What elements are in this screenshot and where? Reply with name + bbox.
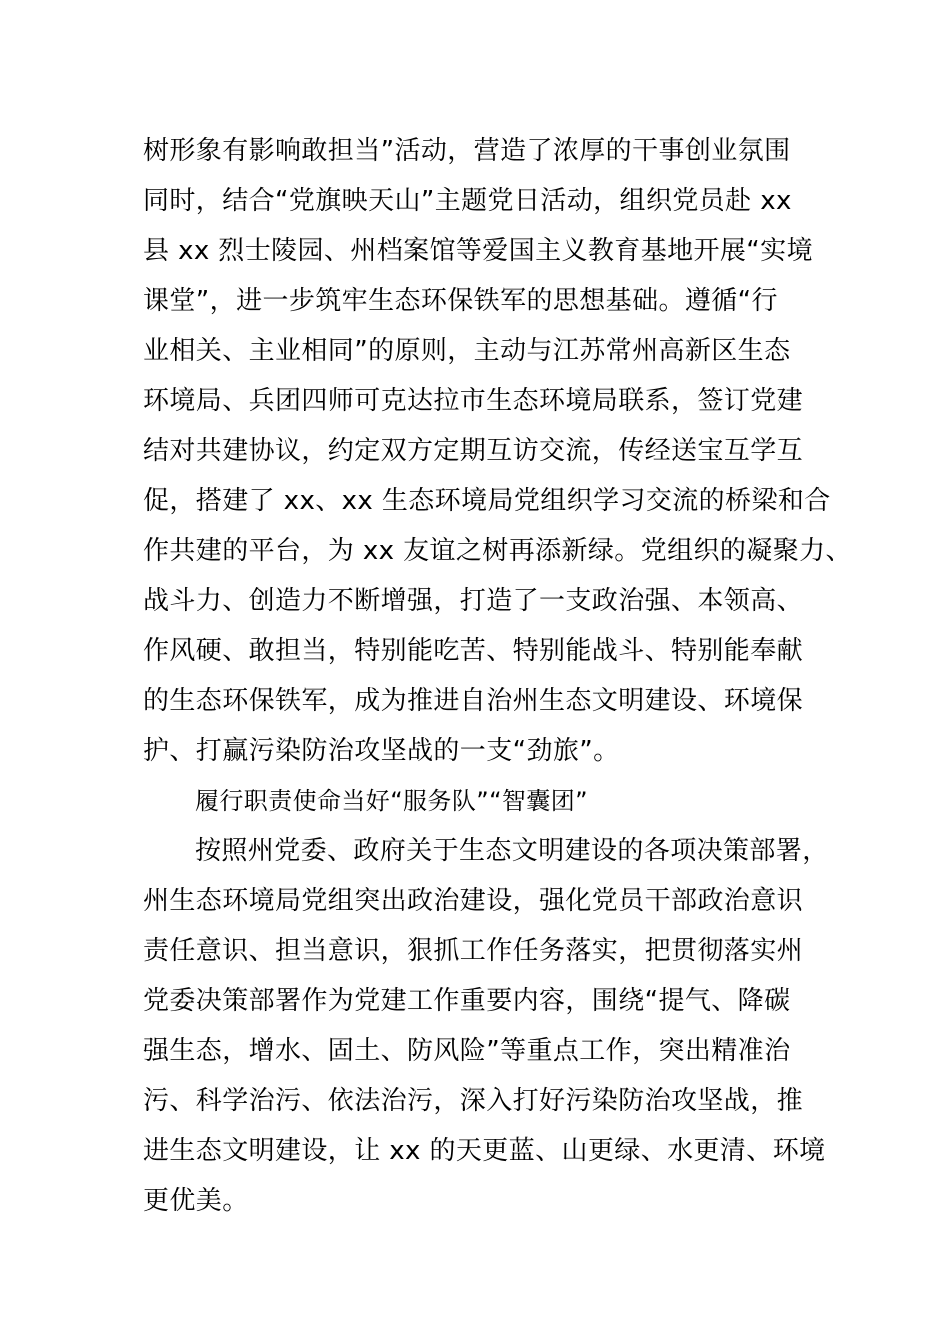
text-line: 课堂”，进一步筑牢生态环保铁军的思想基础。遵循“行: [143, 286, 778, 316]
text-line: 污、科学治污、依法治污，深入打好污染防治攻坚战，推: [143, 1086, 804, 1116]
text-line: 责任意识、担当意识，狠抓工作任务落实，把贯彻落实州: [143, 936, 804, 966]
text-line: 作风硬、敢担当，特别能吃苦、特别能战斗、特别能奉献: [143, 636, 804, 666]
text-line: 党委决策部署作为党建工作重要内容，围绕“提气、降碳: [143, 986, 791, 1016]
text-line: 促，搭建了 xx、xx 生态环境局党组织学习交流的桥梁和合: [143, 486, 831, 516]
text-line: 县 xx 烈士陵园、州档案馆等爱国主义教育基地开展“实境: [143, 236, 813, 266]
text-line: 的生态环保铁军，成为推进自治州生态文明建设、环境保: [143, 686, 804, 716]
paragraph-first-line: 按照州党委、政府关于生态文明建设的各项决策部署，: [195, 836, 829, 866]
section-heading: 履行职责使命当好“服务队”“智囊团”: [195, 787, 588, 815]
text-line: 结对共建协议，约定双方定期互访交流，传经送宝互学互: [143, 436, 804, 466]
text-line: 业相关、主业相同”的原则，主动与江苏常州高新区生态: [143, 336, 791, 366]
text-line: 州生态环境局党组突出政治建设，强化党员干部政治意识: [143, 886, 804, 916]
text-line: 进生态文明建设，让 xx 的天更蓝、山更绿、水更清、环境: [143, 1136, 826, 1166]
text-line: 环境局、兵团四师可克达拉市生态环境局联系，签订党建: [143, 386, 804, 416]
text-line: 同时，结合“党旗映天山”主题党日活动，组织党员赴 xx: [143, 186, 792, 216]
text-line: 强生态，增水、固土、防风险”等重点工作，突出精准治: [143, 1036, 791, 1066]
text-line: 更优美。: [143, 1186, 249, 1216]
text-line: 作共建的平台，为 xx 友谊之树再添新绿。党组织的凝聚力、: [143, 536, 852, 566]
document-body: [143, 126, 852, 1226]
text-line: 树形象有影响敢担当”活动，营造了浓厚的干事创业氛围: [143, 136, 791, 166]
text-line: 战斗力、创造力不断增强，打造了一支政治强、本领高、: [143, 586, 804, 616]
text-line: 护、打赢污染防治攻坚战的一支“劲旅”。: [143, 736, 620, 766]
